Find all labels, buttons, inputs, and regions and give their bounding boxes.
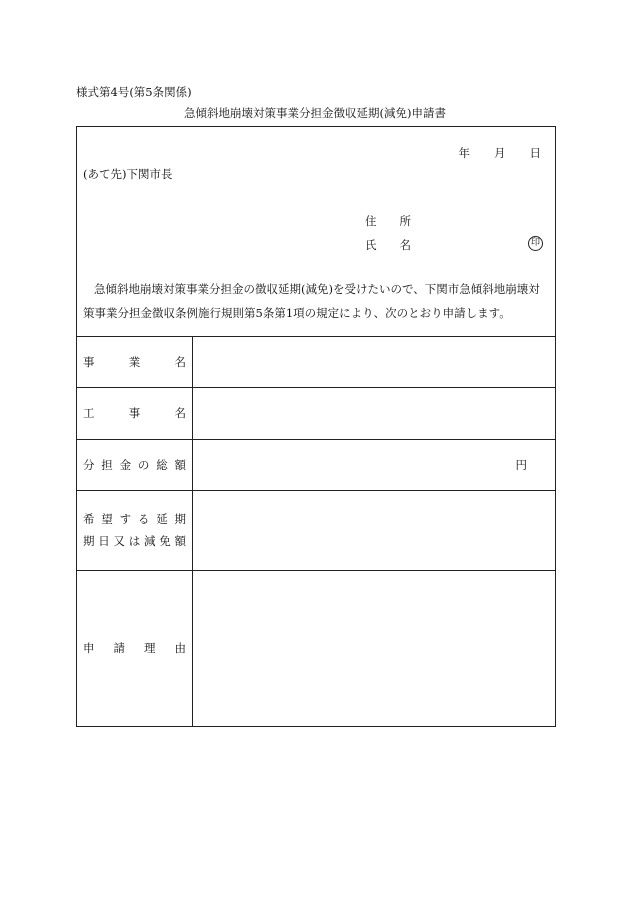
- statement-line-1: 急傾斜地崩壊対策事業分担金の徴収延期(減免)を受けたいので、下関市急傾斜地崩壊対: [94, 282, 540, 296]
- label-char: 希: [83, 512, 95, 526]
- label-char: 又: [113, 534, 125, 548]
- label-char: 期: [83, 534, 95, 548]
- label-char: 分: [83, 457, 95, 472]
- business-name-field[interactable]: [193, 336, 555, 387]
- day-label: 日: [529, 146, 541, 160]
- application-statement: [83, 277, 553, 325]
- label-char: 減: [144, 534, 156, 548]
- construction-name-row: [77, 387, 555, 440]
- label-char: は: [128, 534, 141, 548]
- label-char: 額: [174, 534, 186, 548]
- label-char: 事: [128, 406, 141, 420]
- label-char: 申: [83, 641, 95, 655]
- label-char: 額: [174, 457, 186, 472]
- total-charge-label: [77, 439, 193, 490]
- document-title: 急傾斜地崩壊対策事業分担金徴収延期(減免)申請書: [184, 106, 446, 120]
- total-charge-row: [77, 439, 555, 491]
- label-char: 名: [174, 354, 186, 369]
- statement-line-2: 策事業分担金徴収条例施行規則第5条第1項の規定により、次のとおり申請します。: [83, 306, 511, 320]
- form-header: [77, 127, 555, 337]
- label-char: 工: [83, 406, 95, 420]
- label-char: る: [137, 512, 150, 526]
- label-char: 担: [101, 457, 113, 472]
- label-char: 望: [101, 512, 113, 526]
- application-reason-field[interactable]: [193, 570, 555, 726]
- seal-mark: 印: [528, 236, 543, 251]
- label-char: 免: [159, 534, 171, 548]
- deferral-reduction-label: [77, 490, 193, 570]
- month-label: 月: [494, 146, 506, 160]
- label-line-2: [83, 530, 186, 552]
- label-char: 日: [98, 534, 110, 548]
- label-char: の: [137, 457, 150, 472]
- label-char: 由: [174, 641, 186, 655]
- addressee: (あて先)下関市長: [83, 167, 173, 181]
- application-reason-label: [77, 570, 193, 726]
- construction-name-field[interactable]: [193, 387, 555, 439]
- label-char: 請: [113, 641, 125, 655]
- year-label: 年: [458, 146, 470, 160]
- label-char: 名: [174, 406, 186, 420]
- business-name-row: [77, 336, 555, 388]
- label-char: 業: [128, 354, 141, 369]
- business-name-label: [77, 336, 193, 387]
- name-label: 氏 名: [365, 238, 411, 252]
- construction-name-label: [77, 387, 193, 439]
- deferral-reduction-row: [77, 490, 555, 571]
- label-char: 事: [83, 354, 95, 369]
- address-label: 住 所: [365, 214, 411, 228]
- application-reason-row: [77, 570, 555, 726]
- label-line-1: [83, 508, 186, 530]
- label-char: 延: [156, 512, 168, 526]
- label-char: 期: [174, 512, 186, 526]
- label-char: 金: [119, 457, 132, 472]
- deferral-reduction-field[interactable]: [193, 490, 555, 570]
- label-char: 総: [156, 457, 168, 472]
- date-line: [459, 145, 542, 161]
- total-charge-field[interactable]: [193, 439, 555, 490]
- yen-unit: 円: [515, 457, 527, 472]
- label-char: す: [119, 512, 132, 526]
- label-char: 理: [144, 641, 156, 655]
- application-form: [76, 126, 556, 727]
- form-number: 様式第4号(第5条関係): [76, 85, 192, 99]
